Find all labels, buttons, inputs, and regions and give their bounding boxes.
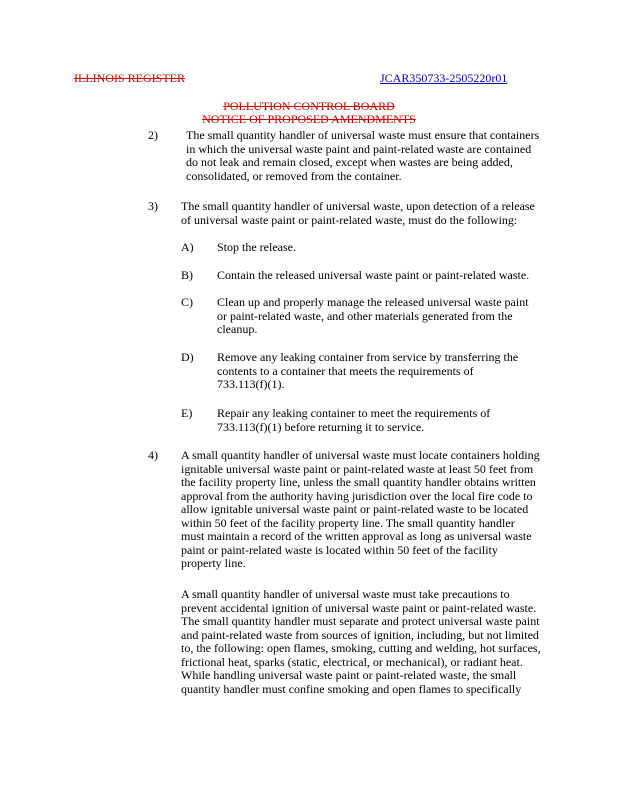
paragraph-2: The small quantity handler of universal waste must ensure that containers in which the universal waste paint and paint-related waste are contained do not leak and remain closed, except when wastes are being added, consolidated, or removed from the container. — [186, 128, 540, 183]
subitem-d-text: Remove any leaking container from service by transferring the contents to a container that meets the requirements of 733.113(f)(1). — [217, 350, 519, 391]
paragraph-5: A small quantity handler of universal waste must take precautions to prevent accidental ignition of universal waste paint or paint-related waste. The small quantity handler must separate and protect universal waste paint and paint-related waste from sources of ignition, including, but not limited to, the following: open flames, smoking, cutting and welding, hot surfaces, frictional heat, sparks (static, electrical, or mechanical), or radiant heat. While handling universal waste paint or paint-related waste, the small quantity handler must confine smoking and open flames to specifically — [181, 587, 541, 696]
subitem-letter: C) — [181, 295, 193, 309]
notice-title: NOTICE OF PROPOSED AMENDMENTS — [202, 112, 416, 126]
subitem-letter: A) — [181, 240, 194, 254]
item-number: 4) — [148, 448, 158, 462]
subitem-b-text: Contain the released universal waste paint or paint-related waste. — [217, 268, 530, 282]
subitem-c-text: Clean up and properly manage the released universal waste paint or paint-related waste, and other materials generated from the cleanup. — [217, 295, 529, 336]
subitem-letter: B) — [181, 268, 193, 282]
subitem-e-text: Repair any leaking container to meet the requirements of 733.113(f)(1) before returning it to service. — [217, 406, 491, 434]
subitem-letter: E) — [181, 406, 193, 420]
board-title: POLLUTION CONTROL BOARD — [223, 99, 395, 113]
subitem-a-text: Stop the release. — [217, 240, 296, 254]
paragraph-3: The small quantity handler of universal waste, upon detection of a release of universal waste paint or paint-related waste, must do the following: — [181, 199, 535, 227]
subitem-letter: D) — [181, 350, 194, 364]
item-number: 2) — [148, 128, 158, 142]
item-number: 3) — [148, 199, 158, 213]
jcar-code: JCAR350733-2505220r01 — [380, 71, 508, 85]
paragraph-4: A small quantity handler of universal waste must locate containers holding ignitable universal waste paint or paint-related waste at least 50 feet from the facility property line, unless the small quantity handler obtains written approval from the authority having jurisdiction over the local fire code to allow ignitable universal waste paint or paint-related waste to be located within 50 feet of the facility property line. The small quantity handler must maintain a record of the written approval as long as universal waste paint or paint-related waste is located within 50 feet of the facility property line. — [181, 448, 540, 570]
register-header: ILLINOIS REGISTER — [74, 71, 185, 85]
